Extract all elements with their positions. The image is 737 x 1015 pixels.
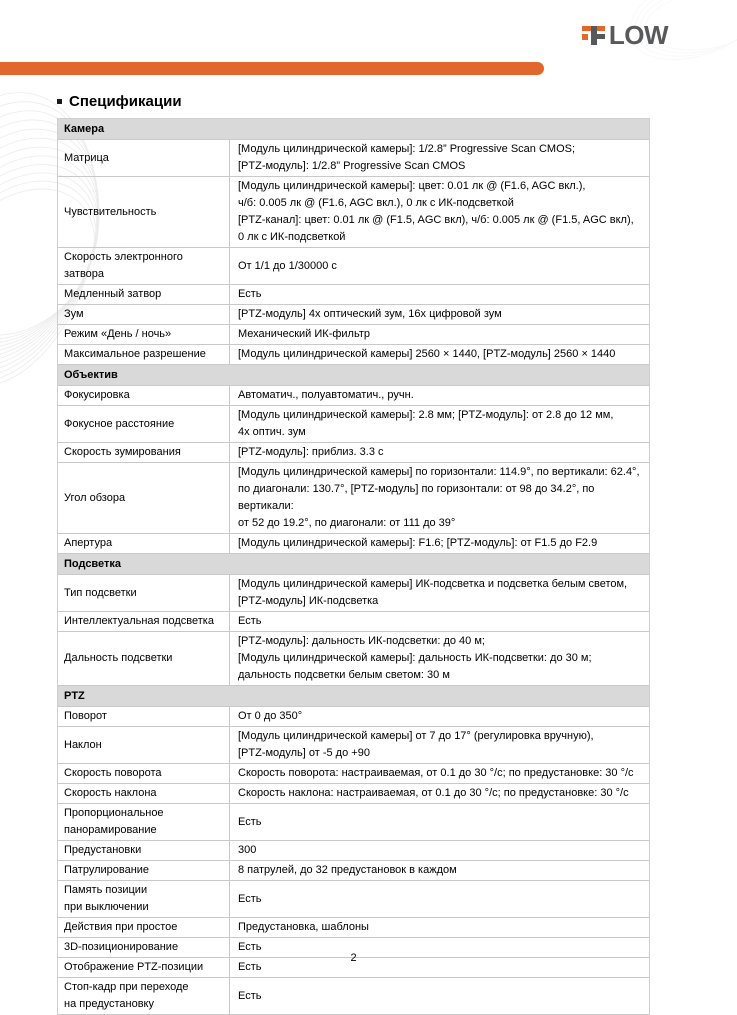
spec-value: [Модуль цилиндрической камеры]: 2.8 мм; [PTZ-модуль]: от 2.8 до 12 мм, 4х оптич. зум [238, 409, 614, 438]
spec-value: От 1/1 до 1/30000 с [238, 259, 337, 272]
spec-label: Угол обзора [58, 463, 230, 533]
page-title-text: Спецификации [69, 93, 182, 110]
bullet-square-icon [57, 99, 62, 104]
spec-value: Скорость поворота: настраиваемая, от 0.1 до 30 °/с; по предустановке: 30 °/с [238, 767, 634, 779]
table-row [58, 463, 649, 534]
table-row [58, 177, 649, 248]
table-row [58, 443, 649, 463]
spec-table [57, 118, 650, 1015]
spec-label: Чувствительность [58, 177, 230, 247]
spec-value: [Модуль цилиндрической камеры]: цвет: 0.01 лк @ (F1.6, AGC вкл.), ч/б: 0.005 лк @ (F1.6, AGC вкл.), 0 лк с ИК-подсветкой [PTZ-канал]: цвет: 0.01 лк @ (F1.5, AGC вкл), ч/б: 0.005 лк @ (F1.5, AGC вкл), 0 лк с ИК-подсветкой [238, 180, 634, 243]
spec-value: Есть [238, 941, 262, 953]
spec-value: [Модуль цилиндрической камеры] 2560 × 1440, [PTZ-модуль] 2560 × 1440 [238, 348, 616, 360]
spec-label: Дальность подсветки [58, 632, 230, 685]
spec-label: Скорость электронного затвора [58, 248, 230, 284]
spec-value: Есть [238, 288, 262, 300]
spec-label: Патрулирование [58, 861, 230, 880]
spec-label: Зум [58, 305, 230, 324]
spec-value: Есть [238, 615, 262, 627]
table-row [58, 784, 649, 804]
section-header: Объектив [58, 365, 649, 386]
spec-value: [Модуль цилиндрической камеры]: 1/2.8” Progressive Scan CMOS; [PTZ-модуль]: 1/2.8” Progressive Scan CMOS [238, 143, 576, 172]
spec-value: Автоматич., полуавтоматич., ручн. [238, 389, 414, 401]
section-header: Камера [58, 119, 649, 140]
spec-value: 8 патрулей, до 32 предустановок в каждом [238, 864, 457, 876]
spec-value: Скорость наклона: настраиваемая, от 0.1 до 30 °/с; по предустановке: 30 °/с [238, 787, 629, 799]
spec-label: Фокусное расстояние [58, 406, 230, 442]
table-row [58, 918, 649, 938]
spec-label: Стоп-кадр при переходе на предустановку [58, 978, 230, 1014]
spec-label: Скорость зумирования [58, 443, 230, 462]
spec-label: Поворот [58, 707, 230, 726]
spec-label: Режим «День / ночь» [58, 325, 230, 344]
logo-f-glyph [591, 26, 608, 45]
spec-label: Тип подсветки [58, 575, 230, 611]
table-row [58, 285, 649, 305]
page-number: 2 [350, 952, 357, 964]
table-row [58, 612, 649, 632]
spec-value: [Модуль цилиндрической камеры] от 7 до 17° (регулировка вручную), [PTZ-модуль] от -5 до +90 [238, 730, 594, 759]
spec-value: 300 [238, 844, 257, 856]
spec-label: Скорость наклона [58, 784, 230, 803]
spec-value: Есть [238, 815, 262, 828]
spec-label: Интеллектуальная подсветка [58, 612, 230, 631]
spec-label: 3D-позиционирование [58, 938, 230, 957]
table-row [58, 248, 649, 285]
table-row [58, 632, 649, 686]
spec-value: [PTZ-модуль]: приблиз. 3.3 с [238, 446, 384, 458]
page-title [57, 93, 650, 110]
logo-text: LOW [608, 20, 668, 50]
table-row [58, 978, 649, 1015]
table-row [58, 727, 649, 764]
table-row [58, 140, 649, 177]
spec-label: Наклон [58, 727, 230, 763]
table-row [58, 804, 649, 841]
table-row [58, 386, 649, 406]
table-row [58, 325, 649, 345]
spec-value: Есть [238, 961, 262, 973]
table-row [58, 861, 649, 881]
logo-accent-dot [582, 34, 588, 40]
table-row [58, 305, 649, 325]
spec-label: Скорость поворота [58, 764, 230, 783]
table-row [58, 575, 649, 612]
spec-value: [PTZ-модуль]: дальность ИК-подсветки: до 40 м; [Модуль цилиндрической камеры]: дальность ИК-подсветки: до 30 м; дальность подсветки белым светом: 30 м [238, 635, 592, 681]
table-row [58, 406, 649, 443]
section-header: PTZ [58, 686, 649, 707]
spec-value: [Модуль цилиндрической камеры] по горизонтали: 114.9°, по вертикали: 62.4°, по диагонали: 130.7°, [PTZ-модуль] по горизонтали: от 98 до 34.2°, по вертикали: от 52 до 19.2°, по диагонали: от 111 до 39° [238, 466, 640, 529]
spec-label: Предустановки [58, 841, 230, 860]
spec-value: [Модуль цилиндрической камеры] ИК-подсветка и подсветка белым светом, [PTZ-модуль] ИК-подсветка [238, 578, 628, 607]
spec-value: Есть [238, 989, 262, 1002]
spec-value: [Модуль цилиндрической камеры]: F1.6; [PTZ-модуль]: от F1.5 до F2.9 [238, 537, 598, 549]
table-row [58, 841, 649, 861]
spec-label: Матрица [58, 140, 230, 176]
table-row [58, 534, 649, 554]
spec-value: Есть [238, 892, 262, 905]
spec-label: Максимальное разрешение [58, 345, 230, 364]
table-row [58, 345, 649, 365]
spec-label: Апертура [58, 534, 230, 553]
spec-value: [PTZ-модуль] 4х оптический зум, 16х цифровой зум [238, 308, 502, 320]
spec-label: Действия при простое [58, 918, 230, 937]
table-row [58, 707, 649, 727]
spec-label: Память позиции при выключении [58, 881, 230, 917]
logo-f-midbar [591, 34, 605, 39]
section-header: Подсветка [58, 554, 649, 575]
spec-value: Механический ИК-фильтр [238, 328, 370, 340]
accent-bar [0, 62, 544, 75]
spec-label: Отображение PTZ-позиции [58, 958, 230, 977]
spec-value: От 0 до 350° [238, 710, 303, 722]
flow-logo [591, 20, 668, 50]
content-area [57, 93, 650, 1015]
table-row [58, 764, 649, 784]
spec-label: Фокусировка [58, 386, 230, 405]
spec-label: Пропорциональное панорамирование [58, 804, 230, 840]
spec-value: Предустановка, шаблоны [238, 921, 369, 933]
spec-label: Медленный затвор [58, 285, 230, 304]
table-row [58, 881, 649, 918]
